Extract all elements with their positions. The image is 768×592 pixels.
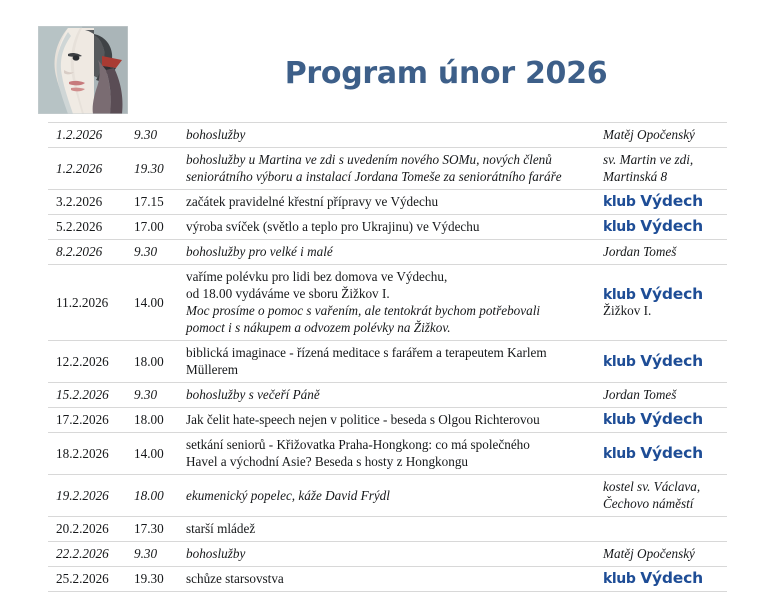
event-description-line: seniorátního výboru a instalací Jordana Tomeše za seniorátního faráře: [186, 169, 562, 184]
event-description-line: biblická imaginace - řízená meditace s farářem a terapeutem Karlem Müllerem: [186, 345, 547, 377]
klub-vydech-logo-word-klub: klub: [603, 194, 636, 210]
event-description-line: bohoslužby pro velké i malé: [186, 244, 333, 259]
page-header: [0, 0, 768, 118]
event-place-line: Žižkov I.: [603, 302, 652, 318]
event-place-line: sv. Martin ve zdi,: [603, 152, 694, 167]
event-time: 9.30: [134, 244, 158, 259]
event-place: [597, 215, 727, 240]
event-description-line: ekumenický popelec, káže David Frýdl: [186, 487, 390, 503]
event-description-line: výroba svíček (světlo a teplo pro Ukrajinu) ve Výdechu: [186, 219, 480, 234]
table-row: [48, 475, 727, 517]
event-date: 5.2.2026: [56, 219, 103, 234]
event-time: 17.30: [134, 521, 164, 536]
klub-vydech-logo[interactable]: [603, 218, 703, 235]
event-place-line: Martinská 8: [603, 169, 668, 184]
event-description: [186, 383, 597, 408]
event-place-line: Čechovo náměstí: [603, 496, 694, 511]
event-time: 17.00: [134, 219, 164, 234]
event-description-line: bohoslužby u Martina ve zdi s uvedením nového SOMu, nových členů: [186, 152, 552, 167]
event-time: 18.00: [134, 353, 164, 369]
event-description-line: starší mládež: [186, 521, 256, 536]
event-date: 8.2.2026: [56, 244, 103, 259]
event-description-line: Jak čelit hate-speech nejen v politice - beseda s Olgou Richterovou: [186, 412, 540, 427]
event-description: [186, 123, 597, 148]
klub-vydech-logo-word-klub: klub: [603, 445, 636, 462]
event-date: 11.2.2026: [56, 294, 109, 310]
event-date: 20.2.2026: [56, 521, 109, 536]
event-description-line: schůze starsovstva: [186, 571, 284, 586]
klub-vydech-logo[interactable]: [603, 286, 703, 303]
event-place-line: kostel sv. Václava,: [603, 479, 701, 494]
event-date: 25.2.2026: [56, 571, 109, 586]
klub-vydech-logo-word-klub: klub: [603, 412, 636, 428]
event-time: 18.00: [134, 487, 164, 503]
event-time: 17.15: [134, 194, 164, 209]
face-artwork-svg: [38, 26, 128, 114]
table-row: [48, 542, 727, 567]
event-place: [597, 408, 727, 433]
klub-vydech-logo-word-vydech: Výdech: [640, 351, 703, 370]
program-table: [48, 122, 727, 592]
event-place-line: Jordan Tomeš: [603, 244, 677, 259]
table-row: [48, 148, 727, 190]
event-description: [186, 433, 597, 475]
klub-vydech-logo[interactable]: [603, 570, 703, 587]
event-place: [597, 542, 727, 567]
table-row: [48, 240, 727, 265]
klub-vydech-logo[interactable]: [603, 411, 703, 428]
event-description: [186, 265, 597, 341]
klub-vydech-logo-word-vydech: Výdech: [640, 217, 703, 235]
event-place: [597, 433, 727, 475]
table-row: [48, 215, 727, 240]
table-row: [48, 123, 727, 148]
event-description-line: bohoslužby: [186, 546, 246, 561]
event-date: 18.2.2026: [56, 445, 109, 461]
table-row: [48, 383, 727, 408]
event-place: [597, 475, 727, 517]
event-description-line: Havel a východní Asie? Beseda s hosty z Hongkongu: [186, 454, 469, 469]
event-description: [186, 542, 597, 567]
event-description: [186, 341, 597, 383]
event-description-line: začátek pravidelné křestní přípravy ve Výdechu: [186, 194, 439, 209]
event-description-line: vaříme polévku pro lidi bez domova ve Výdechu,: [186, 269, 448, 284]
event-place-line: Matěj Opočenský: [603, 127, 695, 142]
event-date: 17.2.2026: [56, 412, 109, 427]
event-description: [186, 240, 597, 265]
event-description: [186, 190, 597, 215]
table-row: [48, 517, 727, 542]
event-place: [597, 190, 727, 215]
event-time: 19.30: [134, 571, 164, 586]
event-place-line: Jordan Tomeš: [603, 387, 677, 402]
event-description-line: od 18.00 vydáváme ve sboru Žižkov I.: [186, 286, 390, 301]
klub-vydech-logo-word-vydech: Výdech: [640, 284, 703, 303]
event-time: 14.00: [134, 294, 164, 310]
table-row: [48, 341, 727, 383]
klub-vydech-logo-word-vydech: Výdech: [640, 443, 703, 462]
event-time: 14.00: [134, 445, 164, 461]
klub-vydech-logo[interactable]: [603, 353, 703, 370]
event-date: 1.2.2026: [56, 160, 103, 176]
event-date: 3.2.2026: [56, 194, 103, 209]
event-description: [186, 148, 597, 190]
page-title: Program únor 2026: [284, 56, 608, 91]
klub-vydech-logo-word-vydech: Výdech: [640, 569, 703, 587]
klub-vydech-logo-word-vydech: Výdech: [640, 410, 703, 428]
program-table-body: [48, 123, 727, 592]
event-date: 12.2.2026: [56, 353, 109, 369]
event-place: [597, 123, 727, 148]
klub-vydech-logo-word-vydech: Výdech: [640, 192, 703, 210]
event-description: [186, 215, 597, 240]
event-description-line: pomoct i s nákupem a odvozem polévky na Žižkov.: [186, 320, 451, 335]
event-description: [186, 475, 597, 517]
event-description: [186, 567, 597, 592]
event-place: [597, 265, 727, 341]
table-row: [48, 190, 727, 215]
event-place: [597, 567, 727, 592]
event-time: 9.30: [134, 546, 158, 561]
event-date: 1.2.2026: [56, 127, 103, 142]
klub-vydech-logo[interactable]: [603, 193, 703, 210]
event-time: 18.00: [134, 412, 164, 427]
event-description-line: setkání seniorů - Křižovatka Praha-Hongkong: co má společného: [186, 437, 530, 452]
table-row: [48, 567, 727, 592]
event-place-line: Matěj Opočenský: [603, 546, 695, 561]
klub-vydech-logo-word-klub: klub: [603, 219, 636, 235]
table-row: [48, 408, 727, 433]
event-description: [186, 517, 597, 542]
event-description-line: Moc prosíme o pomoc s vařením, ale tentokrát bychom potřebovali: [186, 303, 541, 318]
face-artwork-logo: [38, 26, 128, 114]
klub-vydech-logo-word-klub: klub: [603, 353, 636, 370]
event-date: 19.2.2026: [56, 487, 109, 503]
klub-vydech-logo[interactable]: [603, 445, 703, 462]
event-place: [597, 148, 727, 190]
event-time: 19.30: [134, 160, 164, 176]
table-row: [48, 433, 727, 475]
event-description-line: bohoslužby s večeří Páně: [186, 387, 320, 402]
event-place: [597, 240, 727, 265]
event-date: 22.2.2026: [56, 546, 109, 561]
event-time: 9.30: [134, 127, 158, 142]
table-row: [48, 265, 727, 341]
event-place: [597, 383, 727, 408]
event-description: [186, 408, 597, 433]
event-place: [597, 517, 727, 542]
event-place: [597, 341, 727, 383]
event-date: 15.2.2026: [56, 387, 109, 402]
event-description-line: bohoslužby: [186, 127, 246, 142]
klub-vydech-logo-word-klub: klub: [603, 286, 636, 303]
event-time: 9.30: [134, 387, 158, 402]
klub-vydech-logo-word-klub: klub: [603, 571, 636, 587]
